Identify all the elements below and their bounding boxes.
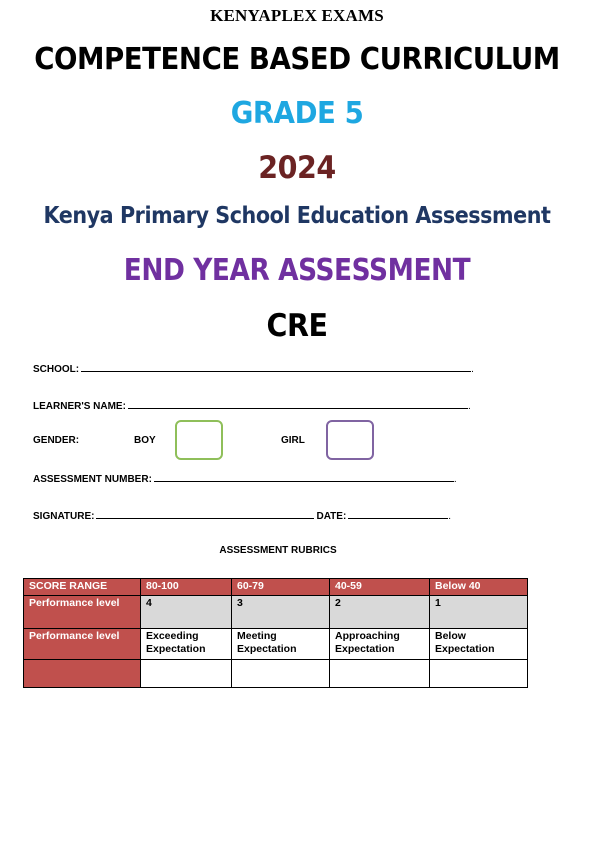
table-cell: SCORE RANGE	[24, 579, 141, 596]
learner-name-label: LEARNER'S NAME:	[33, 401, 126, 412]
grade-title: GRADE 5	[230, 96, 364, 131]
signature-label: SIGNATURE:	[33, 511, 95, 522]
rubrics-table	[23, 578, 528, 688]
table-cell: 40-59	[330, 579, 430, 596]
assessment-body-title: Kenya Primary School Education Assessment	[43, 203, 551, 229]
table-cell: 60-79	[232, 579, 330, 596]
girl-label: GIRL	[281, 435, 305, 446]
rubrics-title: ASSESSMENT RUBRICS	[219, 545, 337, 556]
learner-name-input-line[interactable]	[128, 399, 468, 409]
table-cell[interactable]	[430, 660, 528, 688]
year-title: 2024	[258, 150, 336, 186]
table-cell: 80-100	[141, 579, 232, 596]
table-cell[interactable]	[232, 660, 330, 688]
table-cell: Meeting Expectation	[232, 629, 330, 660]
table-cell: 4	[141, 596, 232, 629]
table-row	[24, 579, 528, 596]
table-cell: Approaching Expectation	[330, 629, 430, 660]
signature-input-line[interactable]	[96, 509, 314, 519]
table-cell[interactable]	[141, 660, 232, 688]
table-cell: Below 40	[430, 579, 528, 596]
table-cell: 1	[430, 596, 528, 629]
date-label: DATE:	[316, 511, 347, 522]
table-row	[24, 596, 528, 629]
end-mark: .	[471, 364, 474, 375]
assessment-number-label: ASSESSMENT NUMBER:	[33, 474, 152, 485]
end-mark: .	[467, 401, 471, 412]
curriculum-title: COMPETENCE BASED CURRICULUM	[34, 42, 560, 77]
table-row	[24, 629, 528, 660]
boy-label: BOY	[134, 435, 156, 446]
school-label: SCHOOL:	[33, 364, 80, 375]
table-row	[24, 660, 528, 688]
school-input-line[interactable]	[81, 362, 471, 372]
school-field	[33, 362, 474, 375]
table-cell: Performance level	[24, 629, 141, 660]
table-cell: 2	[330, 596, 430, 629]
table-cell: 3	[232, 596, 330, 629]
table-cell	[24, 660, 141, 688]
end-mark: .	[453, 474, 457, 485]
assessment-number-input-line[interactable]	[154, 472, 454, 482]
subject-title: CRE	[266, 308, 328, 344]
date-input-line[interactable]	[348, 509, 448, 519]
publisher-name: KENYAPLEX EXAMS	[210, 6, 384, 25]
learner-name-field	[33, 399, 471, 412]
girl-checkbox[interactable]	[326, 420, 374, 460]
gender-label: GENDER:	[33, 435, 80, 446]
end-mark: .	[448, 511, 452, 522]
assessment-type-title: END YEAR ASSESSMENT	[123, 253, 471, 288]
signature-field	[33, 509, 451, 522]
assessment-number-field	[33, 472, 457, 485]
table-cell[interactable]	[330, 660, 430, 688]
table-cell: Exceeding Expectation	[141, 629, 232, 660]
boy-checkbox[interactable]	[175, 420, 223, 460]
table-cell: Performance level	[24, 596, 141, 629]
table-cell: Below Expectation	[430, 629, 528, 660]
